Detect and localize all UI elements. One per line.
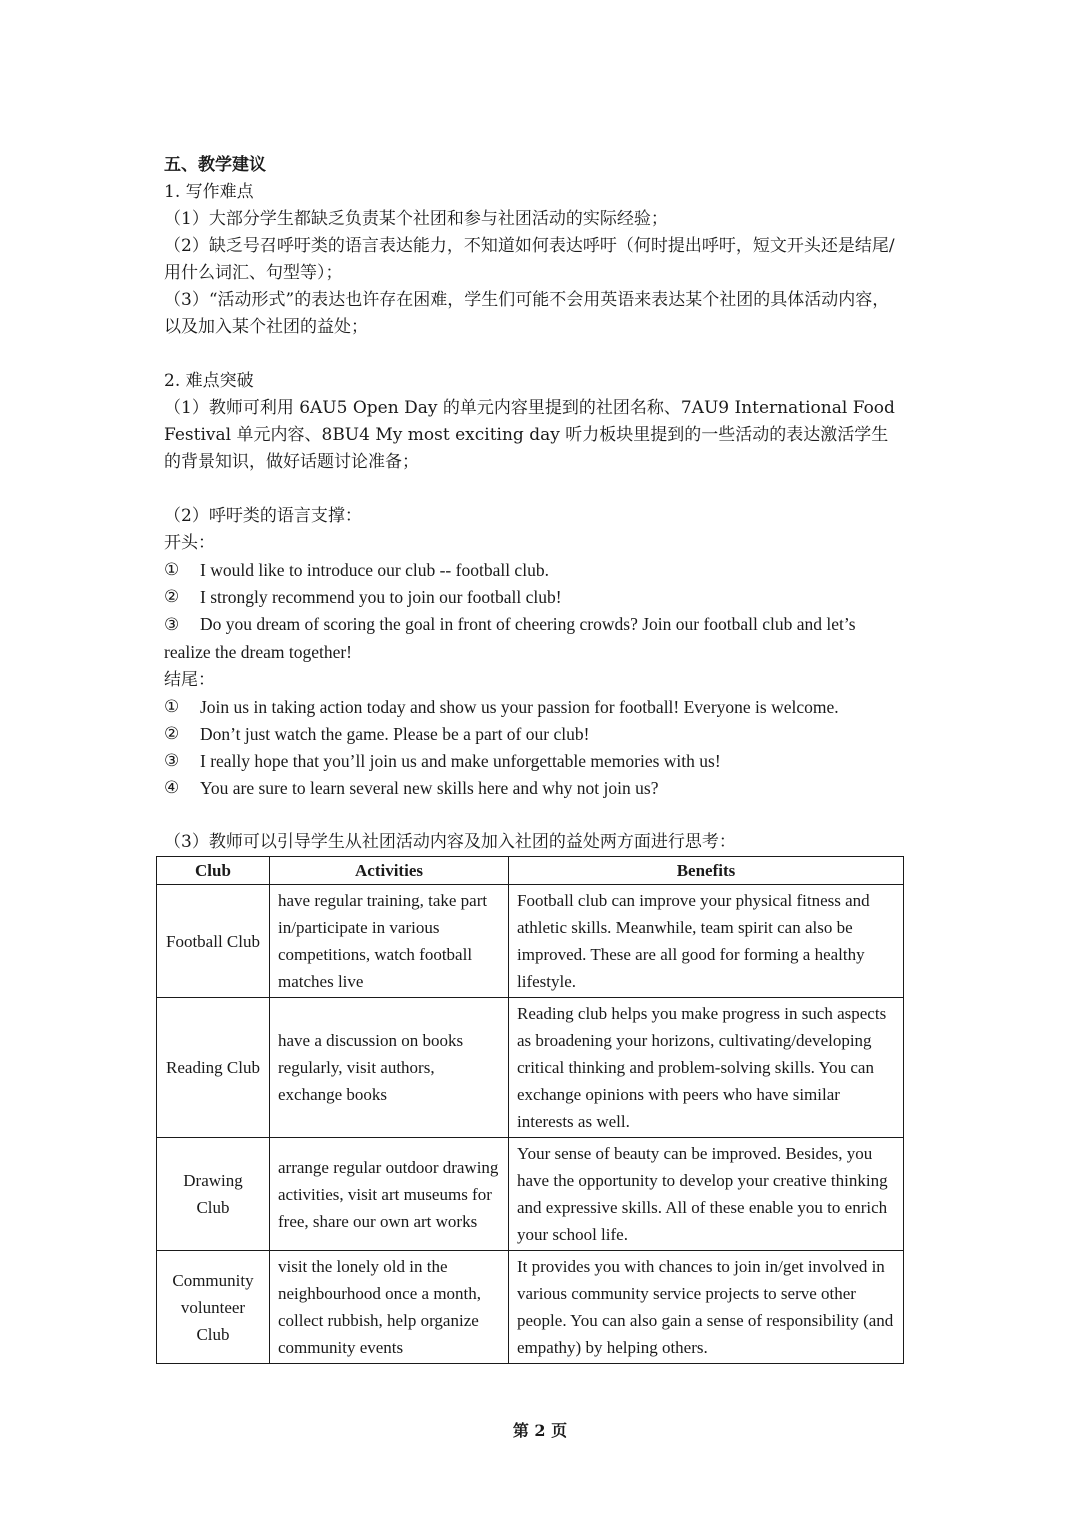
opening-sentence-3 <box>164 611 904 667</box>
page-number: 第 2 页 <box>512 1421 568 1440</box>
spacer <box>164 341 904 368</box>
ending-sentence-2 <box>164 721 904 748</box>
opening-label: 开头： <box>164 533 215 553</box>
header-club: Club <box>157 857 270 885</box>
activities-cell: have a discussion on books regularly, visit authors, exchange books <box>270 998 509 1138</box>
spacer <box>164 802 904 829</box>
club-table <box>156 856 904 1364</box>
ending-sentence-3 <box>164 748 904 775</box>
benefits-cell: It provides you with chances to join in/get involved in various community service projects to serve other people. You can also gain a sense of responsibility (and empathy) by helping others. <box>509 1251 904 1364</box>
part1-heading: 1. 写作难点 <box>164 182 254 202</box>
sentence-text: You are sure to learn several new skills here and why not join us? <box>200 778 659 798</box>
circled-number: ③ <box>164 615 180 635</box>
activities-cell: arrange regular outdoor drawing activities, visit art museums for free, share our own art works <box>270 1138 509 1251</box>
part2-item-2-heading: （2）呼吁类的语言支撑： <box>164 506 362 526</box>
circled-number: ② <box>164 724 180 744</box>
circled-number: ① <box>164 560 180 580</box>
part1-item-1: （1）大部分学生都缺乏负责某个社团和参与社团活动的实际经验； <box>164 209 668 229</box>
table-row <box>157 1251 904 1364</box>
club-name-cell: Community volunteer Club <box>157 1251 270 1364</box>
ending-label: 结尾： <box>164 670 215 690</box>
sentence-text: I would like to introduce our club -- football club. <box>200 560 549 580</box>
club-name-cell: Reading Club <box>157 998 270 1138</box>
header-activities: Activities <box>270 857 509 885</box>
part2-item-1: （1）教师可利用 6AU5 Open Day 的单元内容里提到的社团名称、7AU9 International Food Festival 单元内容、8BU4 My most exciting day 听力板块里提到的一些活动的表达激活学生的背景知识，做好话题讨论准备； <box>164 398 895 472</box>
sentence-text: I really hope that you’ll join us and make unforgettable memories with us! <box>200 751 721 771</box>
table-row <box>157 885 904 998</box>
document-body <box>164 152 904 856</box>
circled-number: ② <box>164 587 180 607</box>
part2-item-3-heading: （3）教师可以引导学生从社团活动内容及加入社团的益处两方面进行思考： <box>164 832 736 852</box>
part1-item-3: （3）“活动形式”的表达也许存在困难，学生们可能不会用英语来表达某个社团的具体活动内容，以及加入某个社团的益处； <box>164 290 890 337</box>
sentence-text: I strongly recommend you to join our football club! <box>200 587 562 607</box>
table-row <box>157 998 904 1138</box>
header-benefits: Benefits <box>509 857 904 885</box>
circled-number: ④ <box>164 778 180 798</box>
sentence-text: Do you dream of scoring the goal in front of cheering crowds? Join our football club and let’s realize the dream together! <box>164 614 856 662</box>
ending-sentence-1 <box>164 694 904 721</box>
ending-sentence-4 <box>164 775 904 802</box>
activities-cell: visit the lonely old in the neighbourhood once a month, collect rubbish, help organize community events <box>270 1251 509 1364</box>
sentence-text: Don’t just watch the game. Please be a part of our club! <box>200 724 590 744</box>
section-title: 五、教学建议 <box>164 155 266 175</box>
spacer <box>164 476 904 503</box>
sentence-text: Join us in taking action today and show us your passion for football! Everyone is welcome. <box>200 697 839 717</box>
club-name-cell: Drawing Club <box>157 1138 270 1251</box>
opening-sentence-2 <box>164 584 904 611</box>
benefits-cell: Reading club helps you make progress in such aspects as broadening your horizons, cultivating/developing critical thinking and problem-solving skills. You can exchange opinions with peers who have similar interests as well. <box>509 998 904 1138</box>
club-name-cell: Football Club <box>157 885 270 998</box>
opening-sentence-1 <box>164 557 904 584</box>
benefits-cell: Your sense of beauty can be improved. Besides, you have the opportunity to develop your creative thinking and expressive skills. All of these enable you to enrich your school life. <box>509 1138 904 1251</box>
activities-cell: have regular training, take part in/participate in various competitions, watch football matches live <box>270 885 509 998</box>
part2-heading: 2. 难点突破 <box>164 371 254 391</box>
table-row <box>157 1138 904 1251</box>
benefits-cell: Football club can improve your physical fitness and athletic skills. Meanwhile, team spirit can also be improved. These are all good for forming a healthy lifestyle. <box>509 885 904 998</box>
part1-item-2: （2）缺乏号召呼吁类的语言表达能力，不知道如何表达呼吁（何时提出呼吁，短文开头还是结尾/用什么词汇、句型等）； <box>164 236 895 283</box>
circled-number: ① <box>164 697 180 717</box>
circled-number: ③ <box>164 751 180 771</box>
table-header-row <box>157 857 904 885</box>
